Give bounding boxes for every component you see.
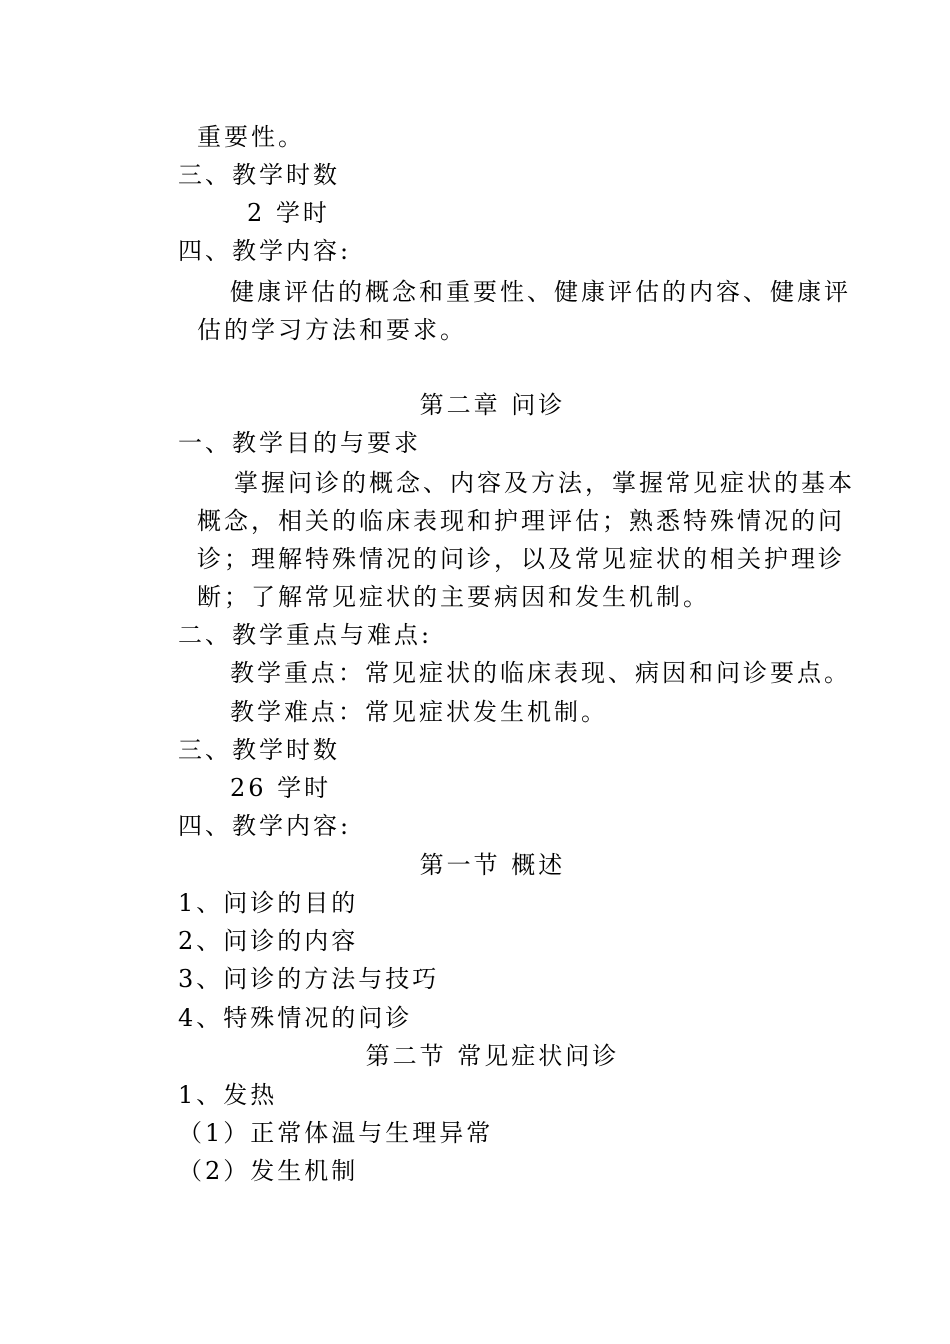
list-item: 1、发热 [178,1081,278,1109]
text-line: 估的学习方法和要求。 [197,316,467,344]
section-heading: 四、教学内容: [178,237,352,265]
section-heading: 三、教学时数 [178,736,340,764]
text-line: 教学难点：常见症状发生机制。 [230,698,608,726]
text-line: 健康评估的概念和重要性、健康评估的内容、健康评 [230,278,851,306]
section-heading: 四、教学内容: [178,812,352,840]
subsection-title: 第二节 常见症状问诊 [365,1042,620,1070]
list-item: 2、问诊的内容 [178,927,359,955]
list-item: （1）正常体温与生理异常 [178,1119,494,1147]
section-heading: 二、教学重点与难点: [178,621,433,649]
section-heading: 一、教学目的与要求 [178,429,421,457]
text-line: 掌握问诊的概念、内容及方法，掌握常见症状的基本 [234,469,855,497]
text-line: 概念，相关的临床表现和护理评估；熟悉特殊情况的问 [197,507,845,535]
text-line: 26 学时 [230,774,332,802]
text-line: 诊；理解特殊情况的问诊，以及常见症状的相关护理诊 [197,545,845,573]
text-line: 重要性。 [197,123,305,151]
text-line: 断；了解常见症状的主要病因和发生机制。 [197,583,710,611]
list-item: 3、问诊的方法与技巧 [178,965,440,993]
list-item: 4、特殊情况的问诊 [178,1004,413,1032]
list-item: 1、问诊的目的 [178,889,359,917]
section-heading: 三、教学时数 [178,161,340,189]
chapter-title: 第二章 问诊 [419,391,566,419]
text-line: 2 学时 [247,199,330,227]
subsection-title: 第一节 概述 [419,851,566,879]
list-item: （2）发生机制 [178,1157,359,1185]
text-line: 教学重点：常见症状的临床表现、病因和问诊要点。 [230,659,851,687]
